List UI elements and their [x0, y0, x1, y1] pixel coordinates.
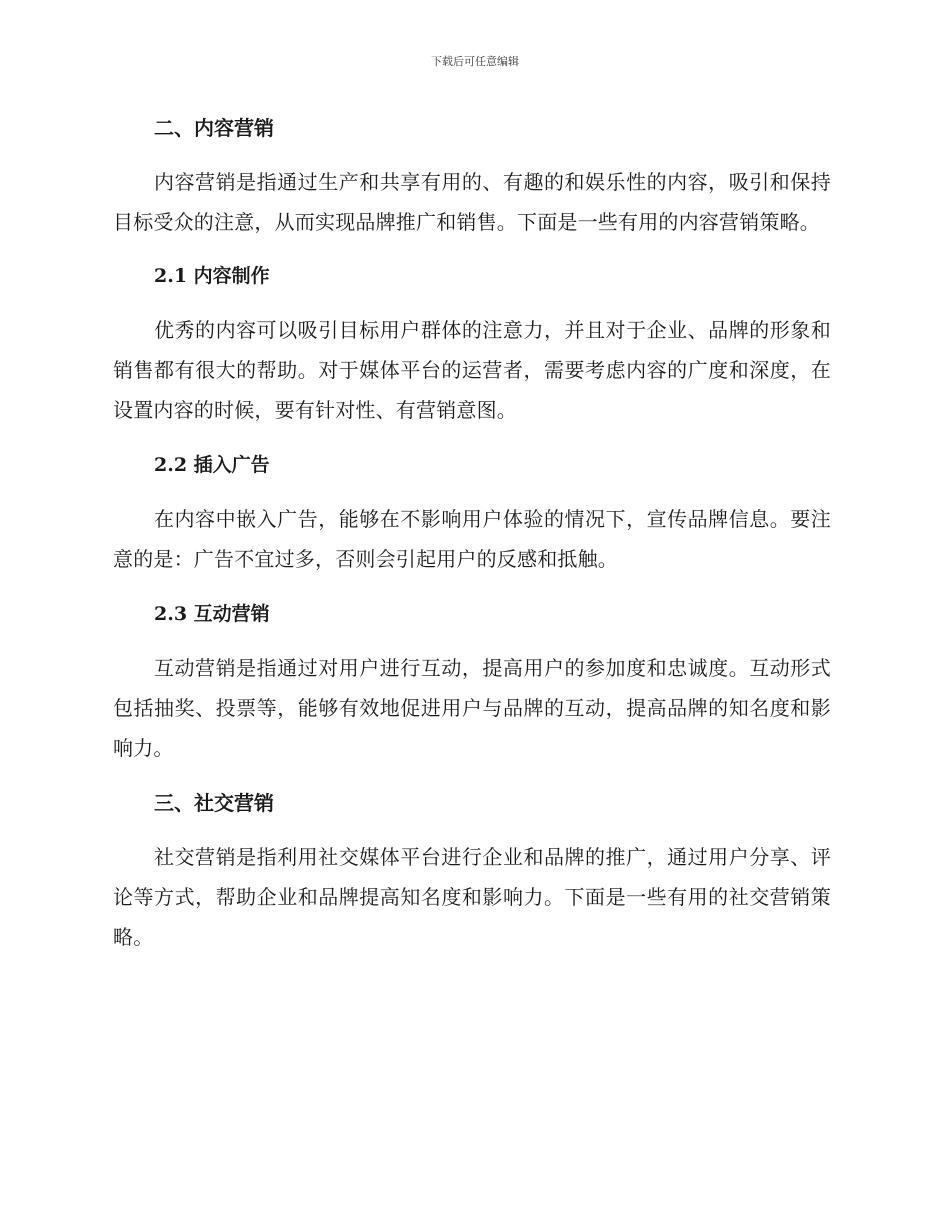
section-paragraph-insert-ads: 在内容中嵌入广告，能够在不影响用户体验的情况下，宣传品牌信息。要注意的是：广告不宜过多，否则会引起用户的反感和抵触。	[113, 507, 831, 571]
section-paragraph-interactive-marketing: 互动营销是指通过对用户进行互动，提高用户的参加度和忠诚度。互动形式包括抽奖、投票等，能够有效地促进用户与品牌的互动，提高品牌的知名度和影响力。	[113, 656, 831, 760]
section-heading-insert-ads: 2.2 插入广告	[154, 454, 270, 476]
section-heading-interactive-marketing: 2.3 互动营销	[154, 603, 270, 625]
section-paragraph-content-marketing: 内容营销是指通过生产和共享有用的、有趣的和娱乐性的内容，吸引和保持目标受众的注意，从而实现品牌推广和销售。下面是一些有用的内容营销策略。	[113, 170, 831, 234]
document-body	[113, 108, 831, 957]
section-heading-content-marketing: 二、内容营销	[154, 116, 274, 140]
section-paragraph-content-creation: 优秀的内容可以吸引目标用户群体的注意力，并且对于企业、品牌的形象和销售都有很大的帮助。对于媒体平台的运营者，需要考虑内容的广度和深度，在设置内容的时候，要有针对性、有营销意图。	[113, 318, 831, 422]
section-heading-content-creation: 2.1 内容制作	[154, 265, 270, 287]
section-heading-social-marketing: 三、社交营销	[154, 791, 274, 815]
section-paragraph-social-marketing: 社交营销是指利用社交媒体平台进行企业和品牌的推广，通过用户分享、评论等方式，帮助企业和品牌提高知名度和影响力。下面是一些有用的社交营销策略。	[113, 845, 831, 949]
page-header: 下载后可任意编辑	[431, 55, 519, 68]
